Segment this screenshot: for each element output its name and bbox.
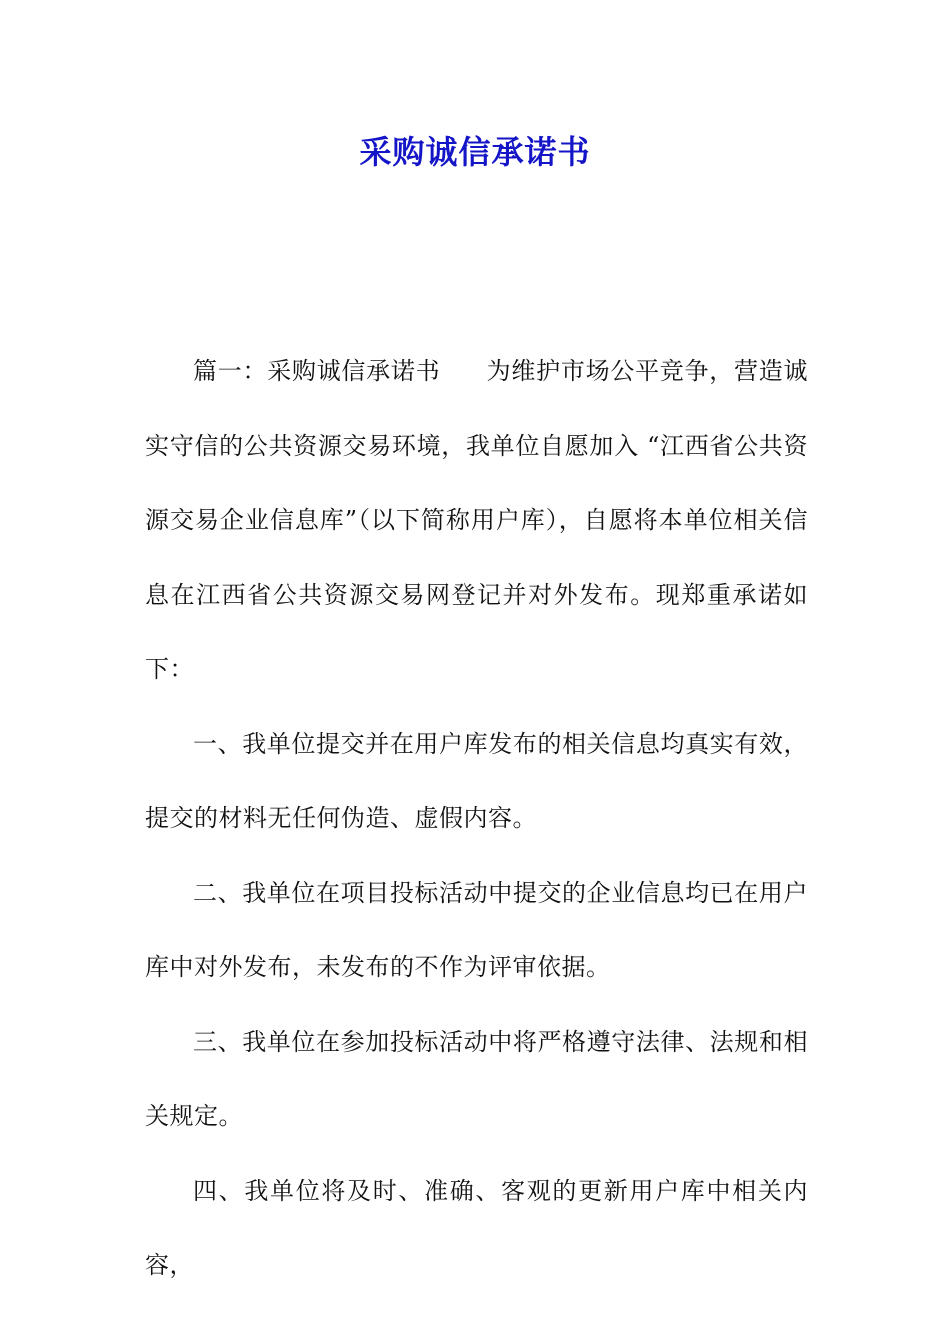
commitment-paragraph-4: 四、我单位将及时、准确、客观的更新用户库中相关内容，	[145, 1176, 808, 1279]
document-body	[145, 334, 808, 1303]
intro-heading: 篇一：采购诚信承诺书	[193, 357, 441, 385]
intro-text: 为维护市场公平竞争，营造诚实守信的公共资源交易环境，我单位自愿加入 “江西省公共资源交易企业信息库”（以下简称用户库），自愿将本单位相关信息在江西省公共资源交易网登记并对外发布。现郑重承诺如下：	[145, 357, 808, 683]
document-title: 采购诚信承诺书	[359, 133, 591, 171]
commitment-paragraph-2: 二、我单位在项目投标活动中提交的企业信息均已在用户库中对外发布，未发布的不作为评审依据。	[145, 878, 808, 981]
intro-paragraph	[145, 334, 808, 707]
commitment-paragraph-3: 三、我单位在参加投标活动中将严格遵守法律、法规和相关规定。	[145, 1027, 808, 1130]
commitment-paragraph-1: 一、我单位提交并在用户库发布的相关信息均真实有效，提交的材料无任何伪造、虚假内容。	[145, 729, 808, 832]
